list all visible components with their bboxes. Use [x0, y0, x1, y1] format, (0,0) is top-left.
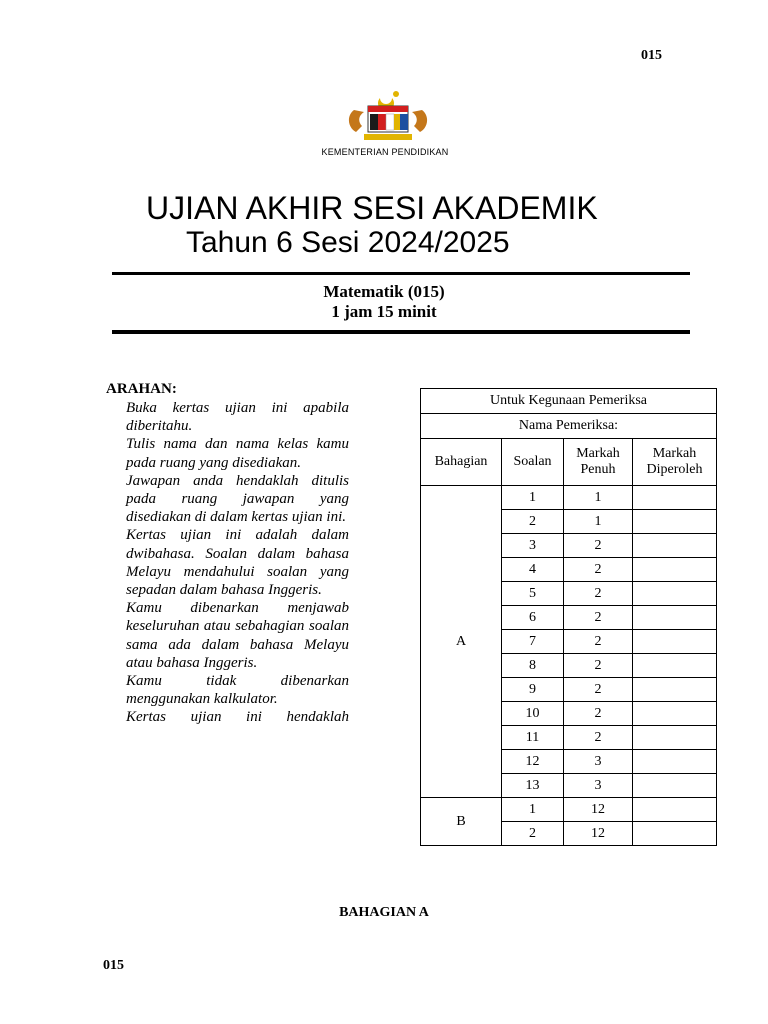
top-divider [112, 272, 690, 275]
question-number: 6 [502, 606, 564, 630]
table-row [421, 486, 717, 510]
header-markah-diperoleh: Markah Diperoleh [633, 439, 717, 486]
exam-session: Tahun 6 Sesi 2024/2025 [186, 226, 510, 259]
full-marks: 12 [564, 798, 633, 822]
instruction-item: Kertas ujian ini adalah dalam dwibahasa. Soalan dalam bahasa Melayu mendahului soalan yang sepadan dalam bahasa Inggeris. [126, 527, 349, 599]
full-marks: 1 [564, 510, 633, 534]
marks-obtained-cell [633, 534, 717, 558]
instructions-heading: ARAHAN: [106, 381, 177, 397]
instruction-item: Kamu dibenarkan menjawab keseluruhan atau sebahagian soalan sama ada dalam bahasa Melayu atau bahasa Inggeris. [126, 600, 349, 671]
instruction-item: Buka kertas ujian ini apabila diberitahu. [126, 400, 349, 435]
section-label: A [421, 486, 502, 798]
full-marks: 2 [564, 726, 633, 750]
marks-obtained-cell [633, 678, 717, 702]
header-bahagian: Bahagian [421, 439, 502, 486]
paper-code-bottom: 015 [103, 958, 124, 973]
question-number: 3 [502, 534, 564, 558]
marks-obtained-cell [633, 510, 717, 534]
full-marks: 3 [564, 774, 633, 798]
marks-obtained-cell [633, 654, 717, 678]
full-marks: 2 [564, 654, 633, 678]
exam-duration: 1 jam 15 minit [331, 302, 437, 321]
section-label: B [421, 798, 502, 846]
full-marks: 2 [564, 630, 633, 654]
bottom-divider [112, 330, 690, 334]
marks-obtained-cell [633, 702, 717, 726]
question-number: 1 [502, 798, 564, 822]
examiner-table-title: Untuk Kegunaan Pemeriksa [421, 389, 717, 414]
marks-obtained-cell [633, 726, 717, 750]
marks-obtained-cell [633, 750, 717, 774]
question-number: 12 [502, 750, 564, 774]
marks-obtained-cell [633, 582, 717, 606]
instruction-item: Kertas ujian ini hendaklah [126, 709, 349, 726]
instruction-item: Tulis nama dan nama kelas kamu pada ruang yang disediakan. [126, 436, 349, 471]
ministry-name: KEMENTERIAN PENDIDIKAN [321, 147, 449, 157]
question-number: 4 [502, 558, 564, 582]
full-marks: 2 [564, 582, 633, 606]
marks-obtained-cell [633, 822, 717, 846]
full-marks: 2 [564, 558, 633, 582]
instructions-list [126, 399, 349, 727]
marks-obtained-cell [633, 774, 717, 798]
exam-title: UJIAN AKHIR SESI AKADEMIK [146, 190, 598, 226]
examiner-name-label: Nama Pemeriksa: [421, 414, 717, 439]
table-row [421, 798, 717, 822]
full-marks: 2 [564, 606, 633, 630]
coat-of-arms-emblem [340, 88, 436, 144]
question-number: 5 [502, 582, 564, 606]
header-soalan: Soalan [502, 439, 564, 486]
marks-obtained-cell [633, 606, 717, 630]
paper-code-top: 015 [641, 48, 662, 63]
marks-obtained-cell [633, 798, 717, 822]
full-marks: 3 [564, 750, 633, 774]
full-marks: 2 [564, 702, 633, 726]
question-number: 11 [502, 726, 564, 750]
examiner-table-body [421, 486, 717, 846]
question-number: 10 [502, 702, 564, 726]
full-marks: 2 [564, 678, 633, 702]
full-marks: 2 [564, 534, 633, 558]
question-number: 13 [502, 774, 564, 798]
question-number: 7 [502, 630, 564, 654]
marks-obtained-cell [633, 558, 717, 582]
question-number: 9 [502, 678, 564, 702]
examiner-table [420, 388, 717, 846]
header-markah-penuh: Markah Penuh [564, 439, 633, 486]
question-number: 8 [502, 654, 564, 678]
full-marks: 1 [564, 486, 633, 510]
question-number: 2 [502, 822, 564, 846]
subject-name: Matematik (015) [323, 282, 445, 301]
question-number: 2 [502, 510, 564, 534]
section-heading: BAHAGIAN A [339, 905, 429, 920]
marks-obtained-cell [633, 630, 717, 654]
marks-obtained-cell [633, 486, 717, 510]
instruction-item: Jawapan anda hendaklah ditulis pada ruang jawapan yang disediakan di dalam kertas ujian ini. [126, 472, 349, 526]
instruction-item: Kamu tidak dibenarkan menggunakan kalkulator. [126, 673, 349, 708]
full-marks: 12 [564, 822, 633, 846]
question-number: 1 [502, 486, 564, 510]
